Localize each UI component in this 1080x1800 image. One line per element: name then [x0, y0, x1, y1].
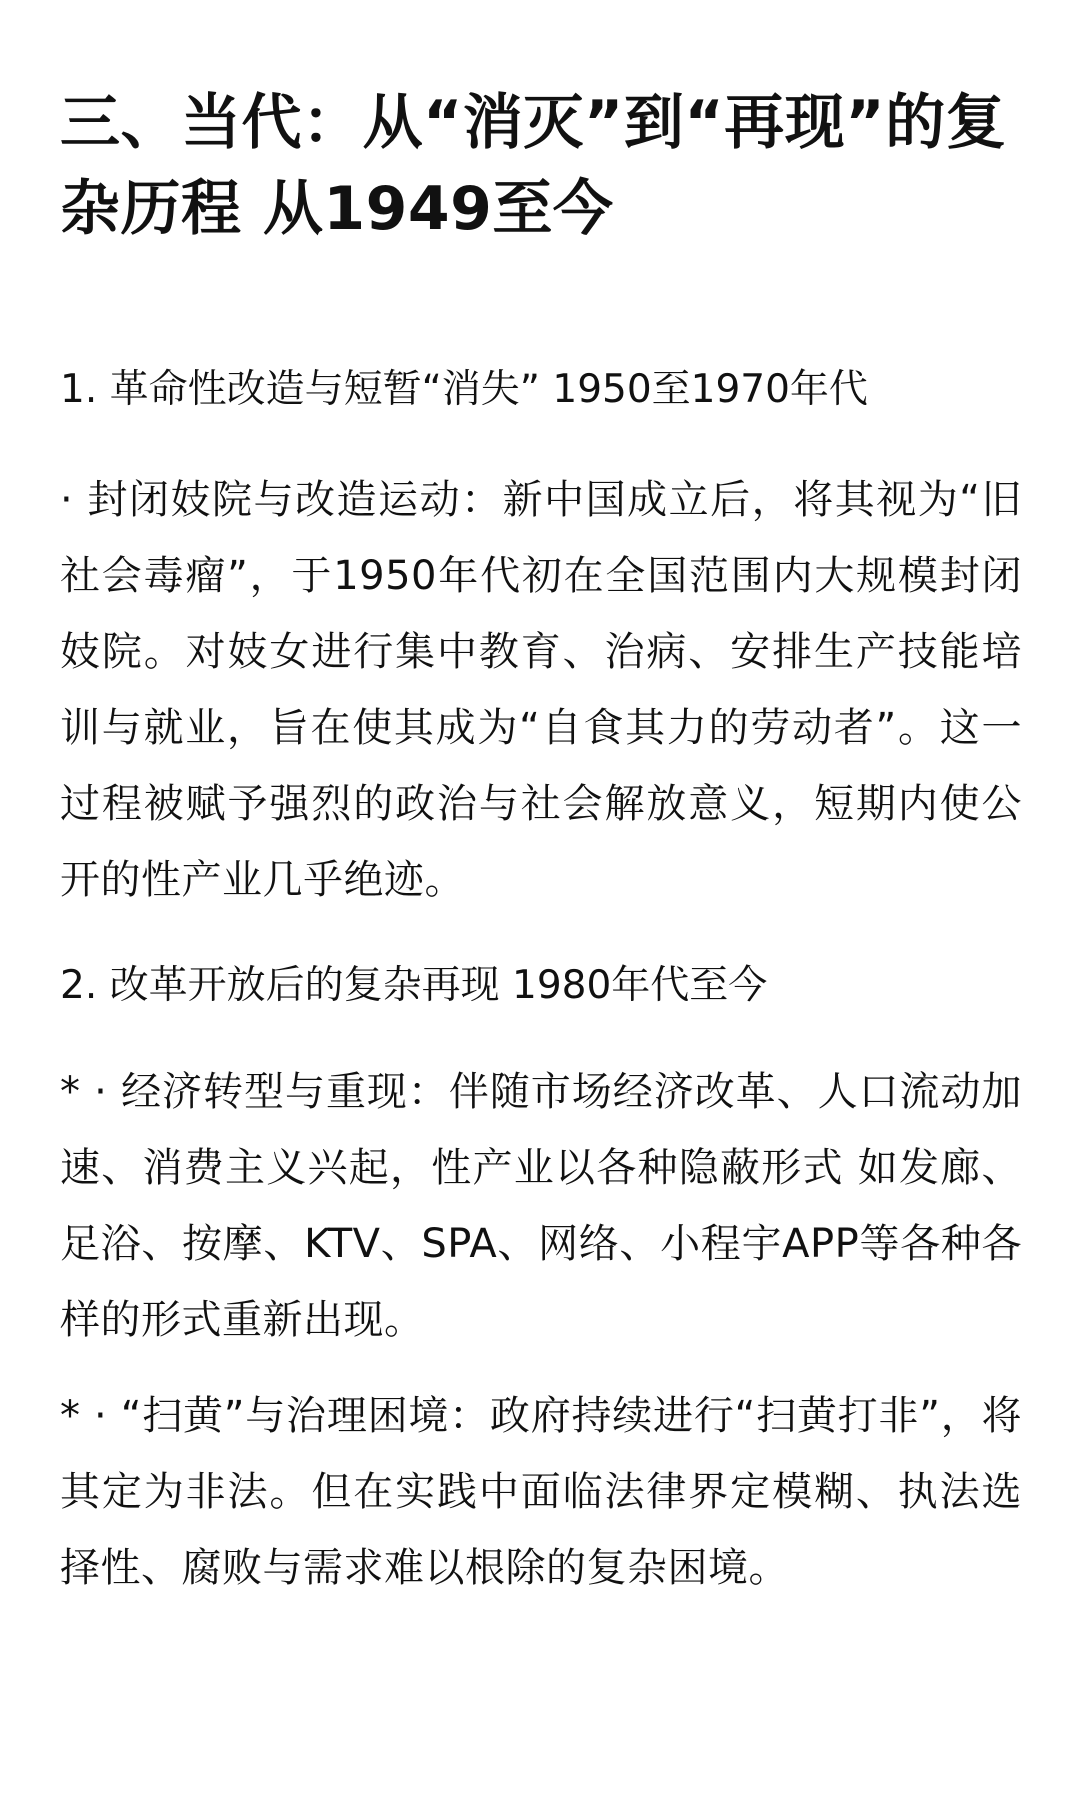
section-heading-2: 2. 改革开放后的复杂再现 1980年代至今 [60, 963, 768, 1008]
section-1-paragraph: · 封闭妓院与改造运动：新中国成立后，将其视为“旧社会毒瘤”，于1950年代初在全国范围内大规模封闭妓院。对妓女进行集中教育、治病、安排生产技能培训与就业，旨在使其成为“自食其力的劳动者”。这一过程被赋予强烈的政治与社会解放意义，短期内使公开的性产业几乎绝迹。 [60, 477, 1022, 903]
section-2-paragraph-2: * · “扫黄”与治理困境：政府持续进行“扫黄打非”，将其定为非法。但在实践中面临法律界定模糊、执法选择性、腐败与需求难以根除的复杂困境。 [60, 1393, 1022, 1591]
section-heading-1: 1. 革命性改造与短暂“消失” 1950至1970年代 [60, 367, 868, 412]
page-title: 三、当代：从“消灭”到“再现”的复杂历程 从1949至今 [60, 88, 1007, 244]
section-2-paragraph-1: * · 经济转型与重现：伴随市场经济改革、人口流动加速、消费主义兴起，性产业以各种隐蔽形式 如发廊、足浴、按摩、KTV、SPA、网络、小程宇APP等各种各样的形式重新出现。 [60, 1069, 1022, 1343]
